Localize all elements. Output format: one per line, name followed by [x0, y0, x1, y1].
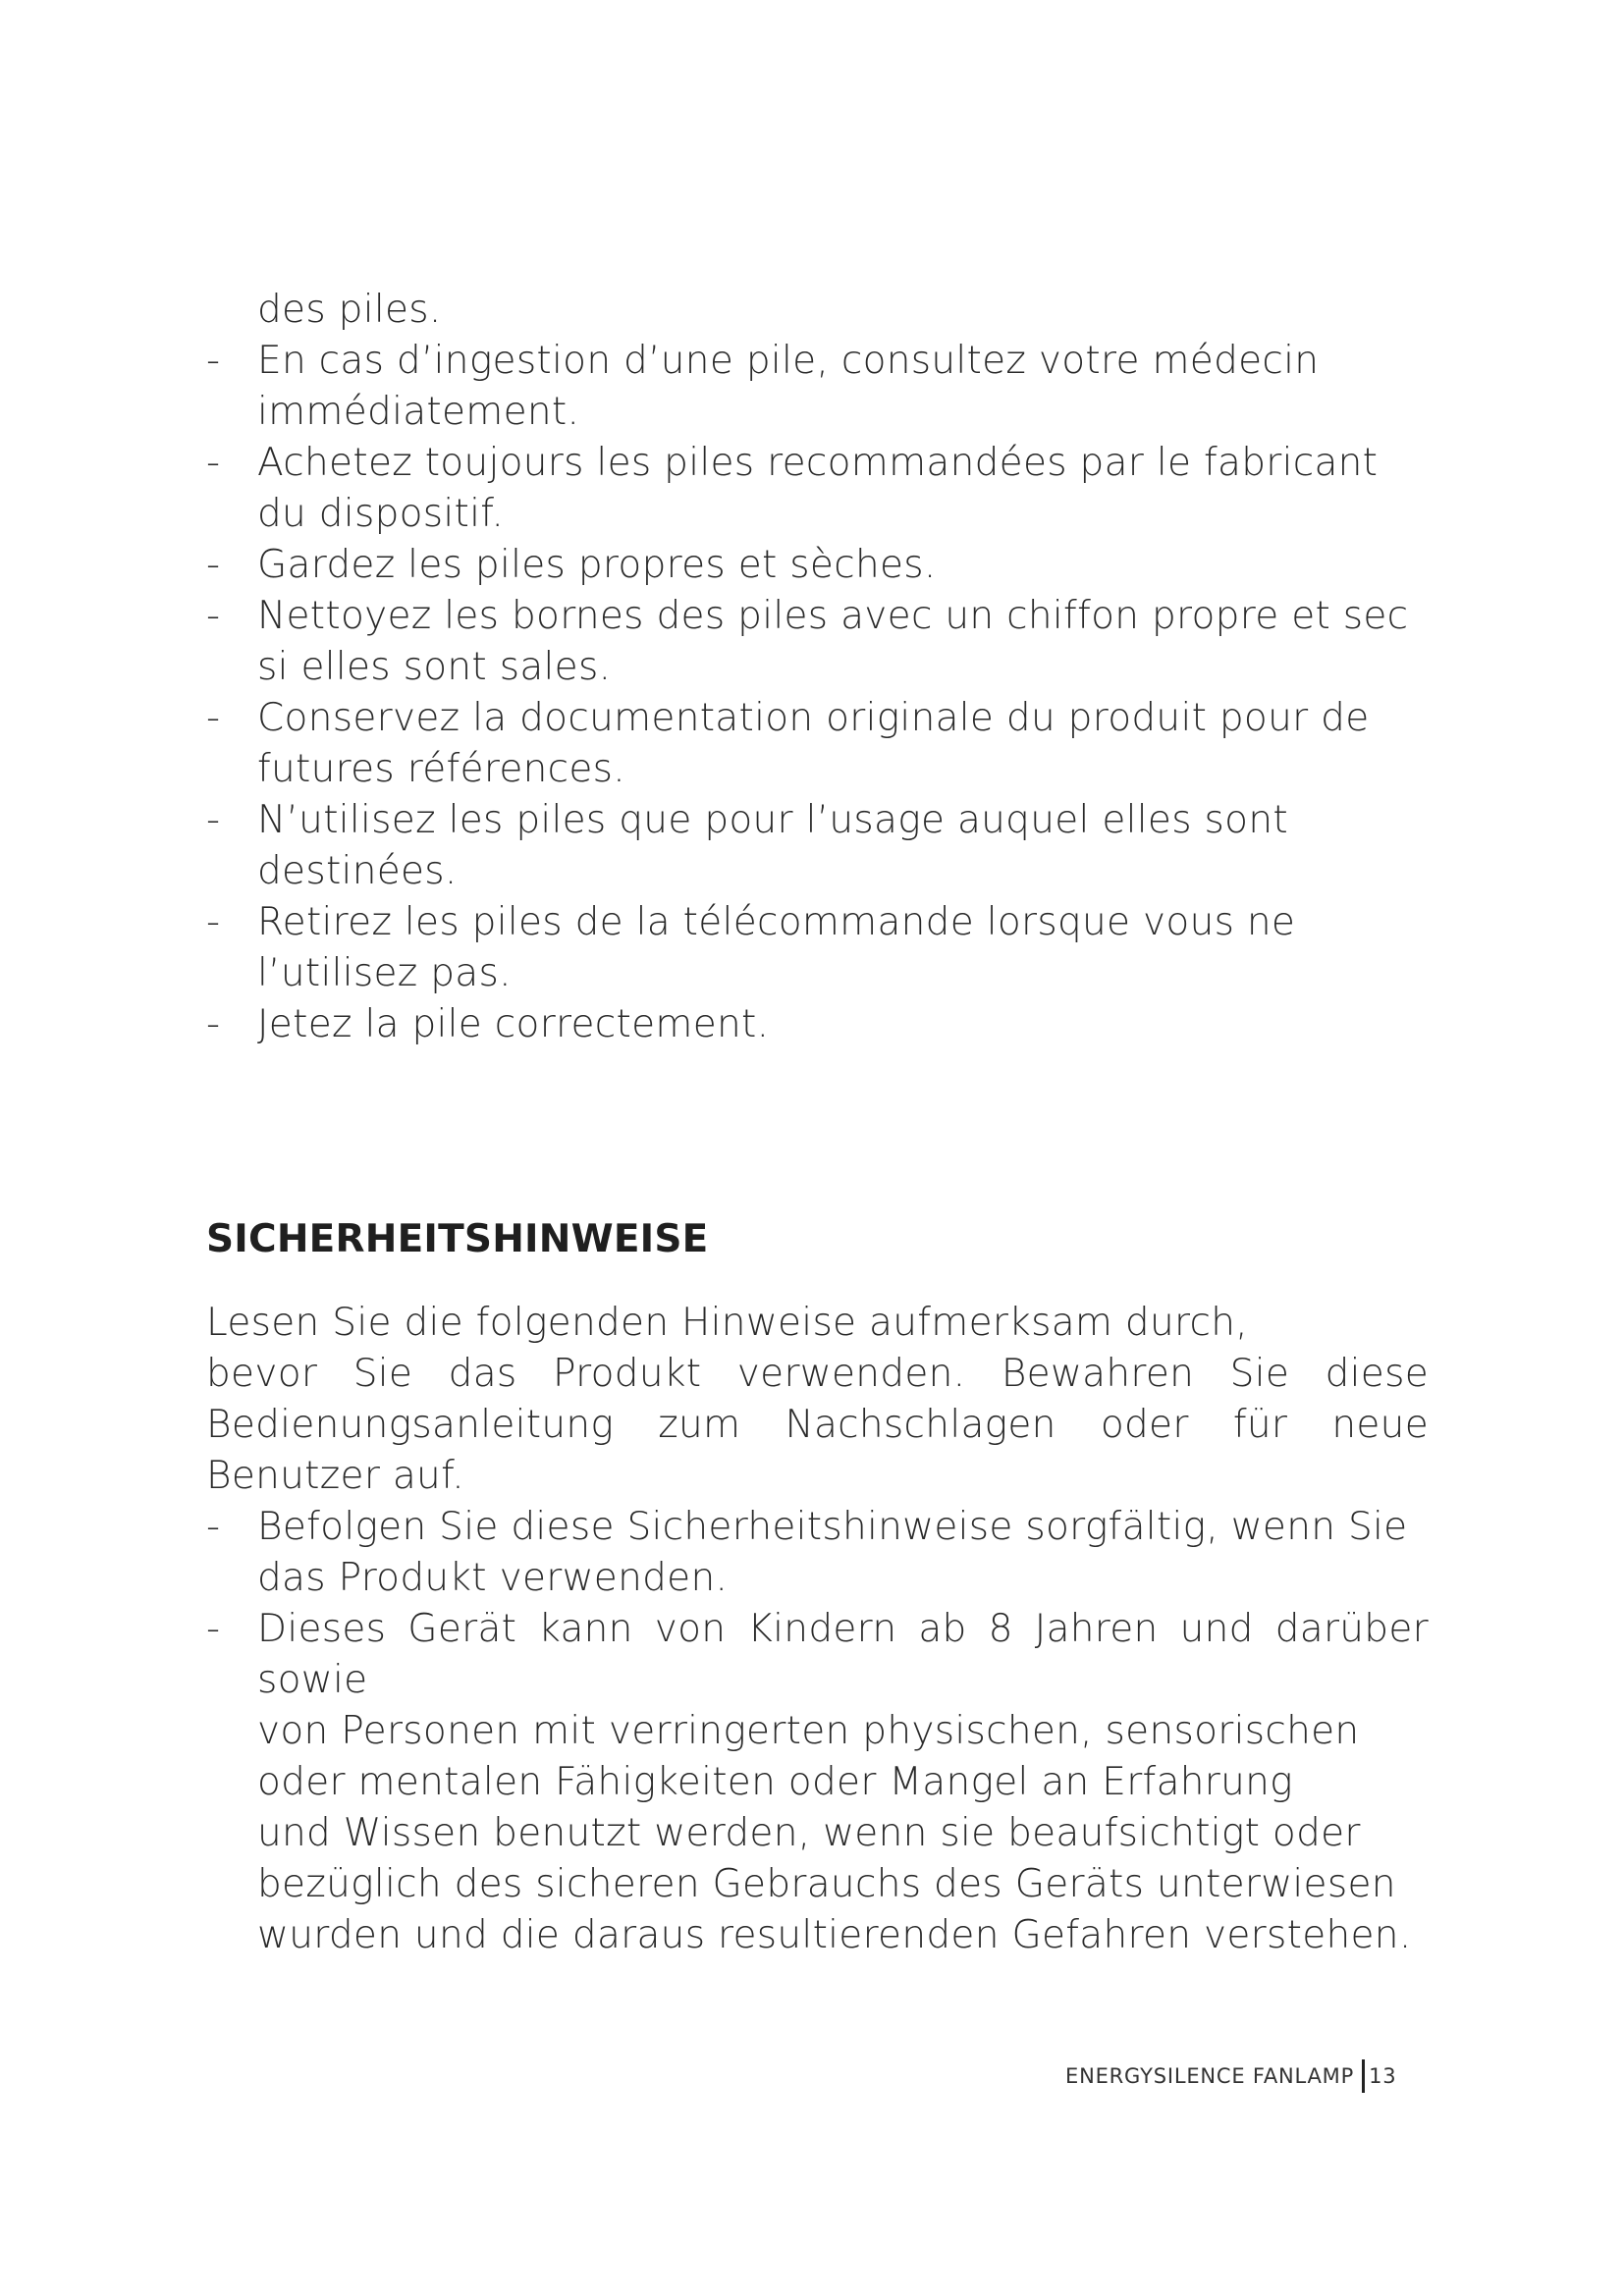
list-item-text: oder mentalen Fähigkeiten oder Mangel an Erfahrung — [257, 1760, 1293, 1804]
list-item-text: Jetez la pile correctement. — [257, 1002, 770, 1046]
list-item-text: l’utilisez pas. — [257, 951, 512, 995]
list-item — [206, 1604, 1429, 1706]
list-item-text: Achetez toujours les piles recommandées par le fabricant — [257, 441, 1379, 485]
bullet-dash: - — [206, 1505, 221, 1549]
bullet-dash: - — [206, 339, 221, 383]
page-number: 13 — [1369, 2064, 1397, 2088]
list-item — [206, 693, 1429, 744]
list-item-text: N’utilisez les piles que pour l’usage auquel elles sont — [257, 798, 1288, 842]
list-item-continuation — [206, 1553, 1429, 1604]
list-item-continuation — [206, 489, 1429, 540]
list-item-continuation — [206, 1808, 1429, 1859]
list-item — [206, 540, 1429, 591]
list-item — [206, 336, 1429, 387]
bullet-dash: - — [206, 543, 221, 587]
list-item — [206, 591, 1429, 642]
list-item-continuation — [206, 387, 1429, 438]
list-item-text: wurden und die daraus resultierenden Gefahren verstehen. — [257, 1913, 1412, 1957]
bullet-dash: - — [206, 1607, 221, 1651]
list-item-text: Retirez les piles de la télécommande lorsque vous ne — [257, 900, 1296, 944]
page-footer — [1065, 2059, 1396, 2093]
bullet-dash: - — [206, 696, 221, 740]
list-item-text: du dispositif. — [257, 492, 505, 536]
bullet-dash: - — [206, 441, 221, 485]
german-items — [206, 1502, 1429, 1961]
list-item-text: futures références. — [257, 747, 625, 791]
list-item-continuation — [206, 642, 1429, 693]
list-item-continuation — [206, 1859, 1429, 1910]
bullet-dash: - — [206, 900, 221, 944]
list-item-text: Nettoyez les bornes des piles avec un chiffon propre et sec — [257, 594, 1409, 638]
list-item — [206, 999, 1429, 1050]
footer-product-name: ENERGYSILENCE FANLAMP — [1065, 2064, 1355, 2088]
list-item-continuation — [206, 1757, 1429, 1808]
list-item-text: Conservez la documentation originale du produit pour de — [257, 696, 1370, 740]
list-item-text: Befolgen Sie diese Sicherheitshinweise sorgfältig, wenn Sie — [257, 1505, 1408, 1549]
list-item-continuation — [206, 1706, 1429, 1757]
list-item-text: Gardez les piles propres et sèches. — [257, 543, 937, 587]
continuation-line: des piles. — [257, 288, 442, 332]
list-item — [206, 1502, 1429, 1553]
list-item-text: bezüglich des sicheren Gebrauchs des Geräts unterwiesen — [257, 1862, 1396, 1906]
bullet-dash: - — [206, 594, 221, 638]
list-item-continuation — [206, 744, 1429, 795]
footer-divider — [1362, 2059, 1365, 2093]
list-item-text: und Wissen benutzt werden, wenn sie beaufsichtigt oder — [257, 1811, 1361, 1855]
list-item-text: immédiatement. — [257, 390, 580, 434]
french-items — [206, 336, 1429, 1050]
french-battery-list — [206, 285, 1429, 1050]
list-item — [206, 795, 1429, 846]
list-item-continuation — [206, 1910, 1429, 1961]
intro-rest: bevor Sie das Produkt verwenden. Bewahren Sie diese Bedienungsanleitung zum Nachschlagen oder für neue Benutzer auf. — [206, 1352, 1429, 1498]
list-item-text: das Produkt verwenden. — [257, 1556, 729, 1600]
list-item-continuation — [206, 846, 1429, 897]
intro-first-line: Lesen Sie die folgenden Hinweise aufmerksam durch, — [206, 1301, 1248, 1345]
list-item-text: si elles sont sales. — [257, 645, 612, 689]
list-item-text: destinées. — [257, 849, 458, 893]
list-item — [206, 897, 1429, 948]
list-item-continuation — [206, 948, 1429, 999]
list-item-text: von Personen mit verringerten physischen, sensorischen — [257, 1709, 1360, 1753]
bullet-dash: - — [206, 798, 221, 842]
list-item — [206, 438, 1429, 489]
section-heading: SICHERHEITSHINWEISE — [206, 1217, 709, 1261]
list-item-text: Dieses Gerät kann von Kindern ab 8 Jahren und darüber sowie — [257, 1607, 1429, 1702]
german-safety-section — [206, 1298, 1429, 1961]
intro-paragraph — [206, 1298, 1429, 1502]
bullet-dash: - — [206, 1002, 221, 1046]
list-item-text: En cas d’ingestion d’une pile, consultez votre médecin — [257, 339, 1320, 383]
